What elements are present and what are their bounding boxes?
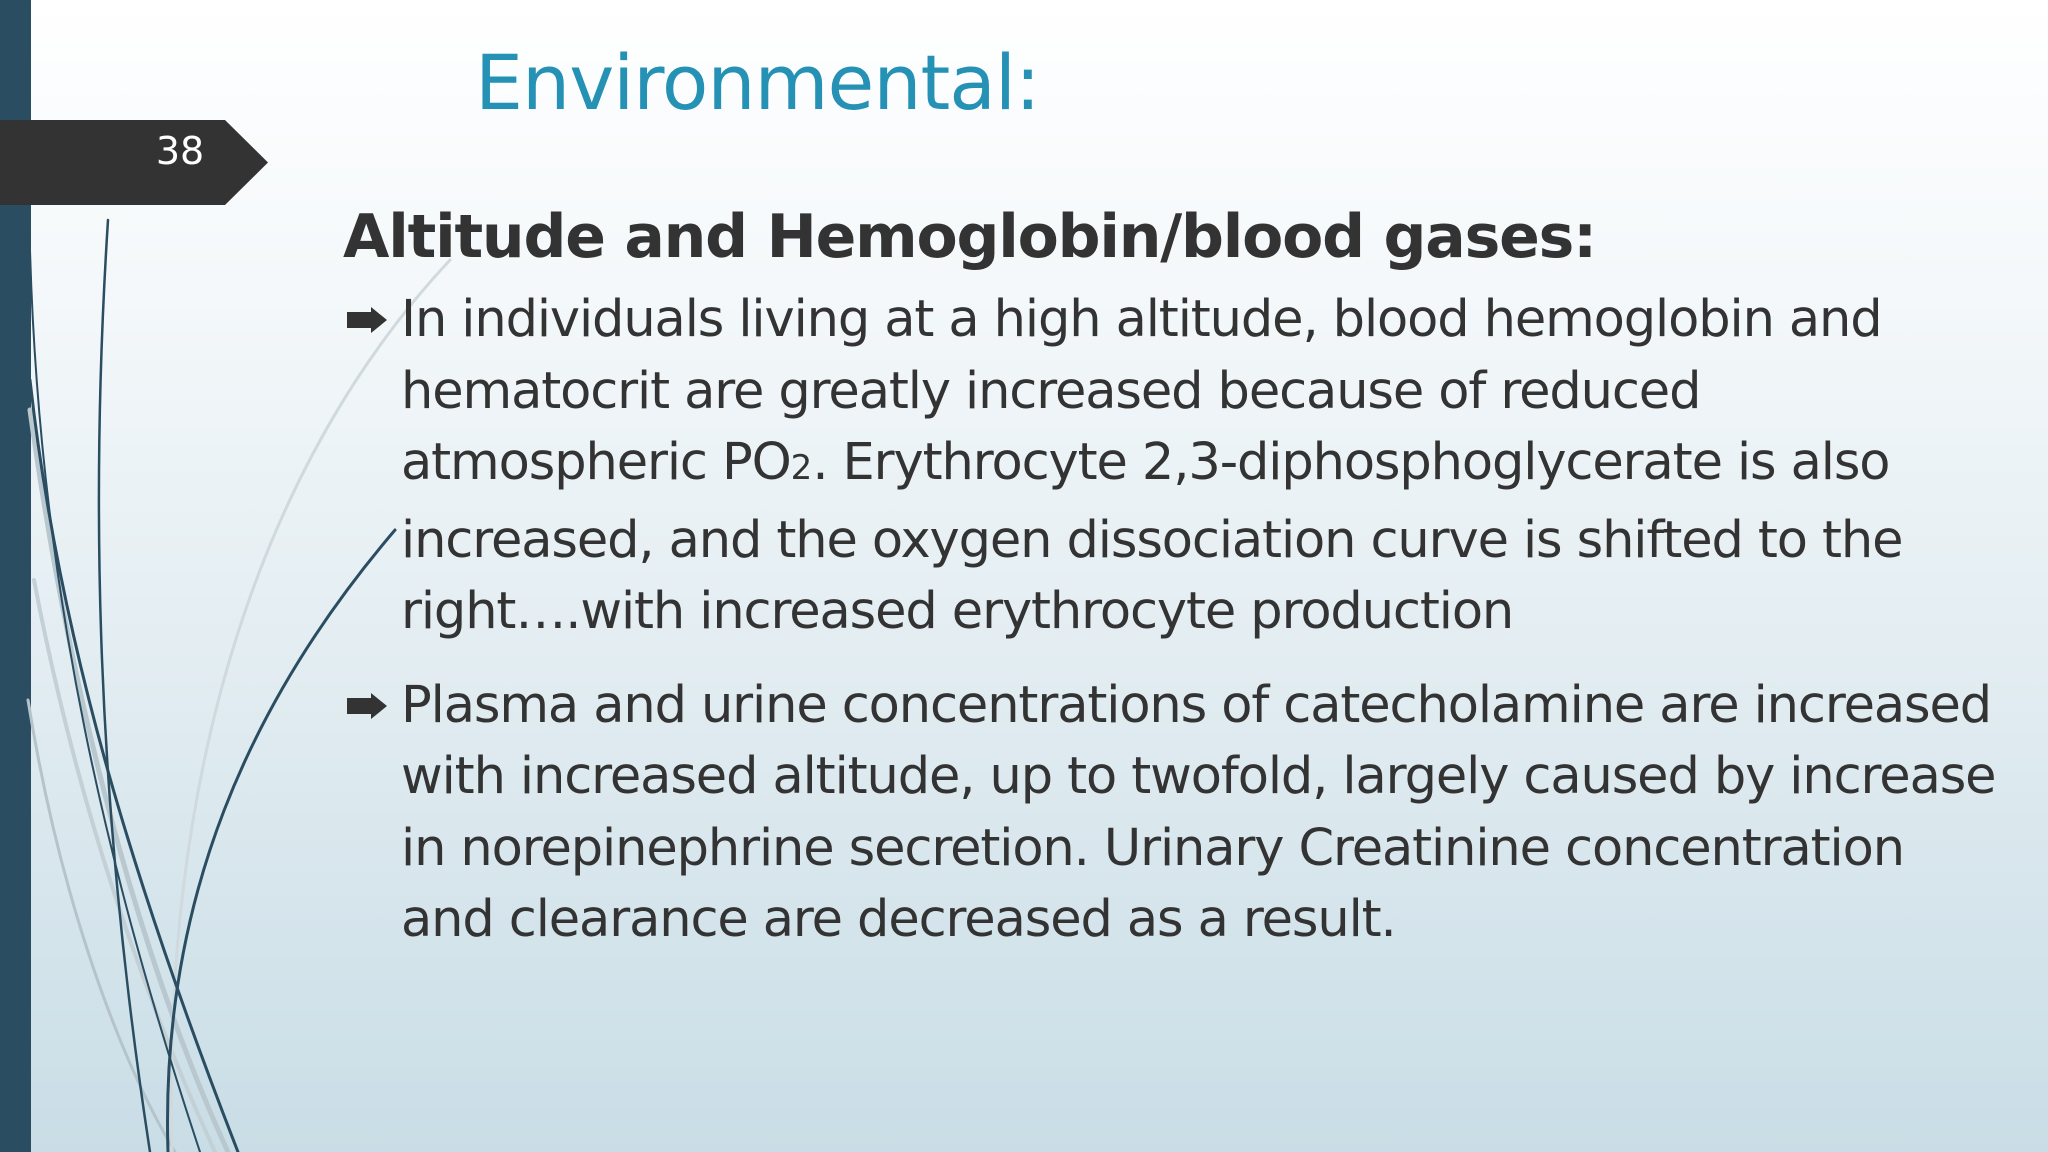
bullet-text-continued: . Erythrocyte 2,3-diphosphoglycerate is also increased, and the oxygen dissociation curve is shifted to the right….with increased erythrocyte production [401,433,1903,641]
bullet-item [343,670,2008,956]
bullet-text: Plasma and urine concentrations of catecholamine are increased with increased altitude, up to twofold, largely caused by increase in norepinephrine secretion. Urinary Creatinine concentration and clearance are decreased as a result. [401,675,1996,949]
slide-title: Environmental: [475,38,1040,127]
section-heading: Altitude and Hemoglobin/blood gases: [343,202,1596,272]
slide-number: 38 [155,129,205,173]
bullet-subscript: 2 [790,448,813,488]
bullet-list [343,284,2008,956]
arrow-right-icon [345,692,389,720]
bullet-item [343,284,2008,648]
bullet-text: In individuals living at a high altitude, blood hemoglobin and hematocrit are greatly increased because of reduced atmospheric PO [401,290,1882,492]
arrow-right-icon [345,306,389,334]
slide-content [343,196,2008,978]
